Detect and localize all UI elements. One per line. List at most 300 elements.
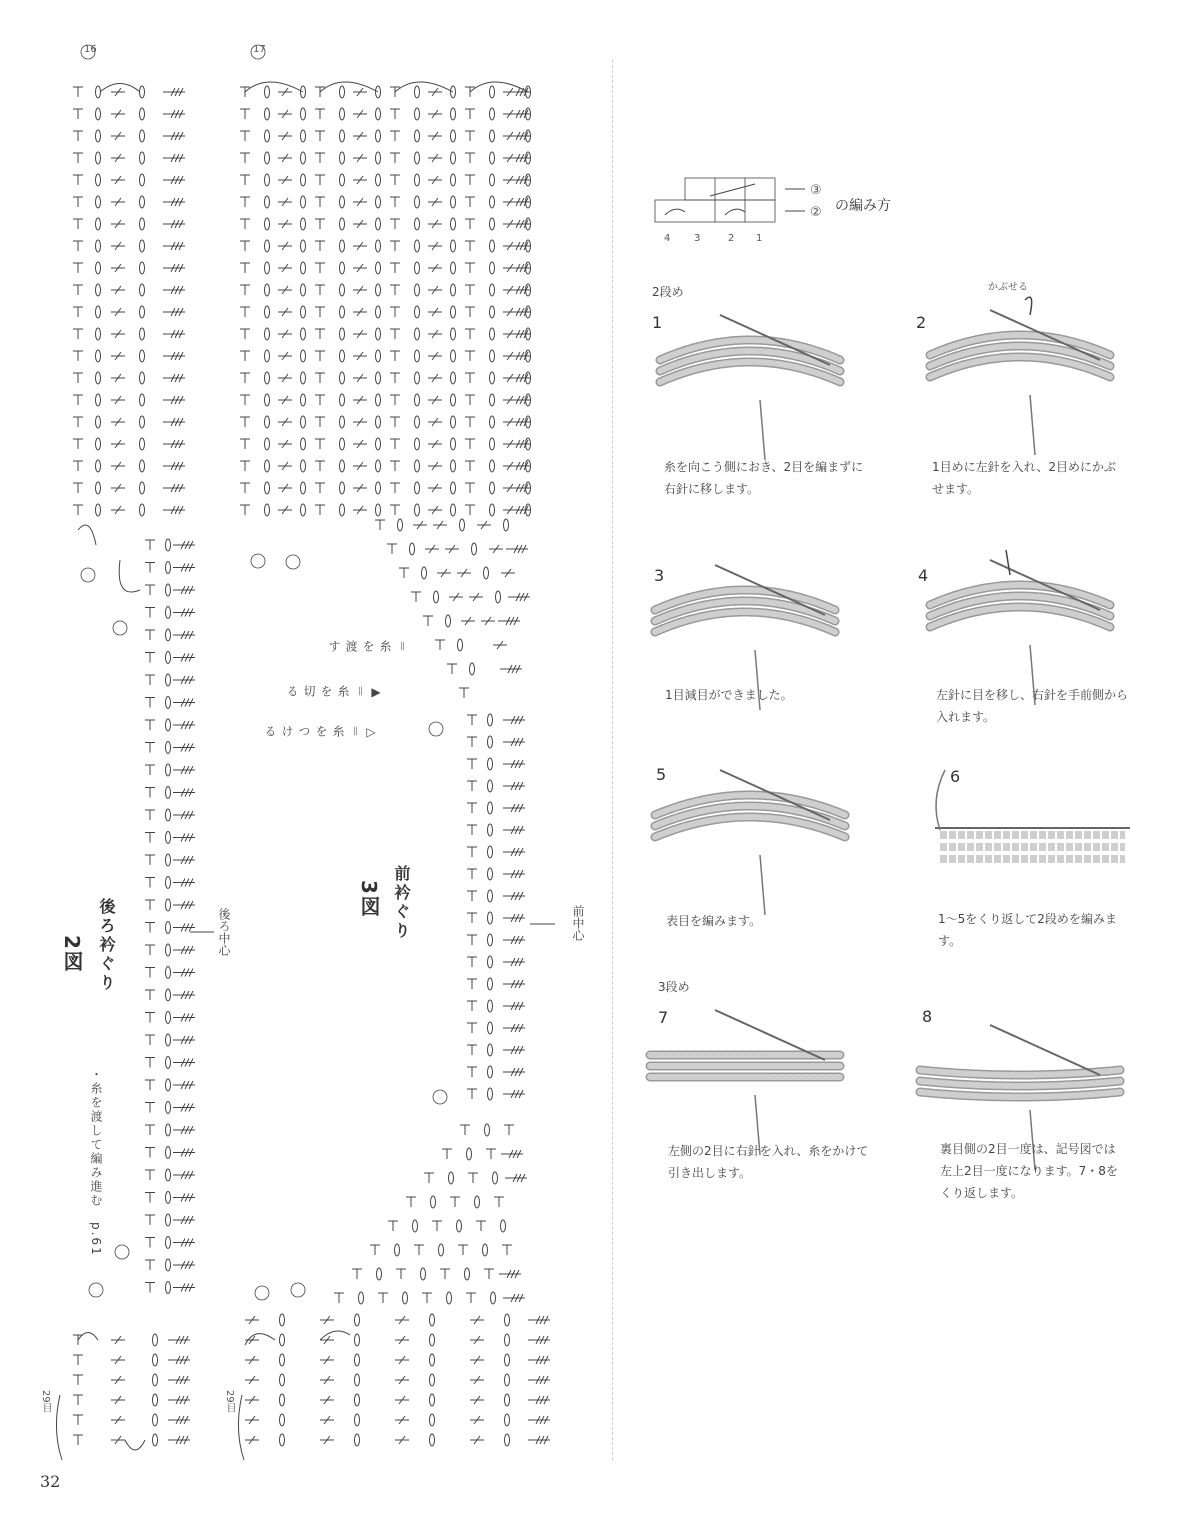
chain-stitch [422,567,427,579]
chain-stitch [488,758,493,770]
chain-stitch [140,350,145,362]
chain-stitch [140,108,145,120]
chain-stitch [280,1394,285,1406]
chain-stitch [415,394,420,406]
chain-stitch [340,460,345,472]
chain-stitch [340,504,345,516]
chain-stitch [490,482,495,494]
chain-stitch [140,152,145,164]
chain-stitch [166,1147,171,1159]
step-5-illustration [655,770,845,915]
chain-stitch [415,152,420,164]
chain-stitch [166,967,171,979]
chain-stitch [301,306,306,318]
chain-stitch [96,394,101,406]
chain-stitch [340,328,345,340]
chain-stitch [415,262,420,274]
chain-stitch [166,1259,171,1271]
chain-stitch [265,174,270,186]
chain-stitch [376,438,381,450]
chain-stitch [446,615,451,627]
symbol-row-3: ③ [810,183,822,198]
chain-stitch [96,306,101,318]
chain-stitch [488,714,493,726]
diagram3-row-top: 17 [253,44,266,55]
chain-stitch [140,482,145,494]
chain-stitch [403,1292,408,1304]
chain-stitch [496,591,501,603]
chain-stitch [96,504,101,516]
chain-stitch [451,218,456,230]
chain-stitch [451,262,456,274]
chain-stitch [96,240,101,252]
chain-stitch [415,504,420,516]
diagram3-subtitle: 前衿ぐり [392,865,411,941]
chain-stitch [398,519,403,531]
over-arrow [1025,297,1032,315]
chain-stitch [96,482,101,494]
step-4-number: 4 [918,566,929,585]
turn-arc [100,84,140,93]
chain-stitch [415,218,420,230]
chain-stitch [490,504,495,516]
purl-symbol [725,209,745,215]
diagram3-stitch-count: 29目 [224,1390,235,1413]
chain-stitch [483,1244,488,1256]
chain-stitch [490,394,495,406]
chain-stitch [340,262,345,274]
chain-stitch [96,350,101,362]
chain-stitch [490,108,495,120]
chain-stitch [376,394,381,406]
chain-stitch [340,482,345,494]
chain-stitch [340,438,345,450]
chain-stitch [488,780,493,792]
chain-stitch [153,1394,158,1406]
chain-stitch [413,1220,418,1232]
up-arrow [1006,550,1010,575]
turn-arc [395,82,453,92]
chain-stitch [265,262,270,274]
chain-stitch [166,809,171,821]
chain-stitch [490,284,495,296]
chain-stitch [280,1354,285,1366]
chain-stitch [451,196,456,208]
step-7-number: 7 [658,1008,669,1027]
grid-row-3 [685,178,775,200]
chain-stitch [505,1394,510,1406]
chain-stitch [488,1022,493,1034]
chain-stitch [451,372,456,384]
chain-stitch [415,306,420,318]
stitch-count-bracket [56,1395,62,1460]
diagram3-title: 3図 [357,880,381,918]
chain-stitch [340,130,345,142]
chain-stitch [140,306,145,318]
chain-stitch [458,639,463,651]
step-3-number: 3 [654,566,665,585]
chain-stitch [96,130,101,142]
chain-stitch [415,372,420,384]
chain-stitch [265,108,270,120]
symbol-col-2: 2 [728,233,735,244]
chain-stitch [265,284,270,296]
step-2-caption: 1目めに左針を入れ、2目めにかぶせます。 [932,460,1116,496]
chain-stitch [430,1354,435,1366]
chain-stitch [467,1148,472,1160]
chain-stitch [451,240,456,252]
chain-stitch [96,218,101,230]
chain-stitch [376,152,381,164]
chain-stitch [490,152,495,164]
chain-stitch [301,196,306,208]
turn-arc [78,1333,98,1341]
chain-stitch [415,328,420,340]
chain-stitch [166,1192,171,1204]
chain-stitch [490,416,495,428]
chain-stitch [166,674,171,686]
chain-stitch [475,1196,480,1208]
chain-stitch [166,562,171,574]
chain-stitch [484,567,489,579]
step-6-illustration [935,770,1130,859]
chain-stitch [301,152,306,164]
row-marker [113,621,127,635]
chain-stitch [153,1334,158,1346]
symbol-row-2: ② [810,205,822,220]
chain-stitch [493,1172,498,1184]
chain-stitch [96,196,101,208]
chain-stitch [377,1268,382,1280]
chain-stitch [451,130,456,142]
symbol-grid [655,178,805,222]
chain-stitch [505,1414,510,1426]
chain-stitch [490,306,495,318]
chain-stitch [490,328,495,340]
chain-stitch [301,130,306,142]
chain-stitch [265,504,270,516]
chain-stitch [140,130,145,142]
chain-stitch [265,394,270,406]
chain-stitch [301,328,306,340]
chain-stitch [376,372,381,384]
chain-stitch [410,543,415,555]
chain-stitch [490,372,495,384]
chain-stitch [166,1237,171,1249]
chain-stitch [415,108,420,120]
chain-stitch [166,1282,171,1294]
step-4-caption: 左針に目を移し、右針を手前側から入れます。 [936,688,1129,724]
chain-stitch [96,284,101,296]
step-8-number: 8 [922,1007,933,1026]
chain-stitch [451,108,456,120]
legend-attach: ▷＝糸をつける [263,725,378,741]
chain-stitch [430,1394,435,1406]
chain-stitch [301,482,306,494]
carry-arc [119,560,140,592]
chain-stitch [96,152,101,164]
chain-stitch [340,240,345,252]
chain-stitch [140,284,145,296]
chain-stitch [340,218,345,230]
chain-stitch [430,1334,435,1346]
step-5-number: 5 [656,765,667,784]
chain-stitch [265,438,270,450]
chain-stitch [488,956,493,968]
chain-stitch [451,460,456,472]
chain-stitch [140,218,145,230]
chain-stitch [265,196,270,208]
symbol-col-1: 1 [756,233,763,244]
chain-stitch [301,240,306,252]
chain-stitch [415,416,420,428]
chain-stitch [451,394,456,406]
chain-stitch [265,218,270,230]
chain-stitch [376,504,381,516]
chain-stitch [415,196,420,208]
chain-stitch [449,1172,454,1184]
yarn-strand [760,400,765,460]
chain-stitch [96,108,101,120]
decrease-symbol [710,184,755,196]
chain-stitch [470,663,475,675]
chain-stitch [376,350,381,362]
chain-stitch [166,629,171,641]
step-7-illustration [650,1010,840,1155]
chain-stitch [265,328,270,340]
chain-stitch [505,1434,510,1446]
chain-stitch [472,543,477,555]
step-3-caption: 1目減目ができました。 [665,688,793,702]
chain-stitch [140,394,145,406]
chain-stitch [140,504,145,516]
chain-stitch [488,736,493,748]
chain-stitch [340,86,345,98]
chain-stitch [355,1354,360,1366]
chain-stitch [166,1057,171,1069]
chain-stitch [153,1374,158,1386]
chain-stitch [265,240,270,252]
chain-stitch [376,174,381,186]
page-number: 32 [40,1472,61,1491]
step-2-illustration [930,310,1110,455]
chain-stitch [340,394,345,406]
legend-cut: ▶＝糸を切る [285,685,383,701]
step-7-caption: 左側の2目に右針を入れ、糸をかけて引き出します。 [668,1144,869,1180]
chain-stitch [301,438,306,450]
symbol-how-to-label: の編み方 [835,198,891,214]
chain-stitch [430,1414,435,1426]
row-marker [291,1283,305,1297]
row-marker [433,1090,447,1104]
chain-stitch [355,1394,360,1406]
step-8-caption: 裏目側の2目一度は、記号図では左上2目一度になります。7・8をくり返します。 [940,1142,1118,1200]
chain-stitch [447,1292,452,1304]
chain-stitch [451,152,456,164]
chain-stitch [301,218,306,230]
step-1-caption: 糸を向こう側におき、2目を編まずに右針に移します。 [664,460,864,496]
chain-stitch [415,130,420,142]
chain-stitch [166,877,171,889]
row-marker [89,1283,103,1297]
chain-stitch [301,108,306,120]
chain-stitch [96,262,101,274]
diagram2-title: 2図 [60,935,84,973]
diagram2-subtitle: 後ろ衿ぐり [97,898,116,993]
chain-stitch [340,350,345,362]
chain-stitch [166,854,171,866]
chain-stitch [340,372,345,384]
chain-stitch [505,1314,510,1326]
chain-stitch [166,944,171,956]
chain-stitch [140,240,145,252]
chain-stitch [166,719,171,731]
diagram3-center-label: 前中心 [571,905,585,941]
chain-stitch [488,868,493,880]
needle [990,1025,1100,1075]
chain-stitch [280,1414,285,1426]
chain-stitch [280,1374,285,1386]
chain-stitch [434,591,439,603]
chain-stitch [488,846,493,858]
chain-stitch [415,482,420,494]
chain-stitch [415,284,420,296]
chain-stitch [166,1214,171,1226]
chain-stitch [355,1414,360,1426]
chain-stitch [359,1292,364,1304]
chain-stitch [153,1414,158,1426]
chain-stitch [457,1220,462,1232]
diagram2-row-top: 16 [84,44,97,55]
chain-stitch [355,1314,360,1326]
chain-stitch [96,86,101,98]
chain-stitch [451,350,456,362]
chain-stitch [501,1220,506,1232]
row-marker [251,554,265,568]
chain-stitch [485,1124,490,1136]
purl-symbol [665,209,685,215]
chain-stitch [451,284,456,296]
chain-stitch [340,416,345,428]
chain-stitch [96,328,101,340]
turn-arc [125,1440,145,1450]
chain-stitch [395,1244,400,1256]
chain-stitch [340,108,345,120]
chain-stitch [340,174,345,186]
chain-stitch [166,539,171,551]
chain-stitch [490,350,495,362]
chain-stitch [415,350,420,362]
chain-stitch [376,284,381,296]
chain-stitch [265,372,270,384]
chain-stitch [96,416,101,428]
chain-stitch [301,504,306,516]
chain-stitch [166,1012,171,1024]
chain-stitch [340,196,345,208]
chain-stitch [451,438,456,450]
row-marker [286,555,300,569]
turn-arc [245,82,303,92]
yarn-strand [760,855,765,915]
chain-stitch [490,240,495,252]
chain-stitch [153,1354,158,1366]
chain-stitch [140,372,145,384]
chain-stitch [301,416,306,428]
chain-stitch [460,519,465,531]
row-marker [81,568,95,582]
step-6-number: 6 [950,767,961,786]
chain-stitch [376,262,381,274]
chain-stitch [451,306,456,318]
turn-arc [320,1331,350,1340]
step-1-illustration [660,315,840,460]
diagram3-chart [238,45,555,1460]
chain-stitch [301,460,306,472]
diagram2-stitch-count: 29目 [40,1390,51,1413]
row-marker [115,1245,129,1259]
chain-stitch [490,86,495,98]
chain-stitch [490,262,495,274]
chain-stitch [490,218,495,230]
chain-stitch [505,1354,510,1366]
chain-stitch [265,416,270,428]
yarn-strand [1030,395,1035,455]
chain-stitch [166,1124,171,1136]
chain-stitch [488,1088,493,1100]
chain-stitch [96,438,101,450]
chain-stitch [153,1434,158,1446]
chain-stitch [491,1292,496,1304]
chain-stitch [265,86,270,98]
chain-stitch [488,1044,493,1056]
symbol-col-4: 4 [664,233,671,244]
chain-stitch [340,152,345,164]
chain-stitch [301,350,306,362]
chain-stitch [166,989,171,1001]
chain-stitch [488,1066,493,1078]
chain-stitch [451,504,456,516]
diagram2-center-label: 後ろ中心 [217,908,231,956]
chain-stitch [415,460,420,472]
chain-stitch [166,1079,171,1091]
chain-stitch [504,519,509,531]
chain-stitch [431,1196,436,1208]
chain-stitch [166,742,171,754]
chain-stitch [465,1268,470,1280]
chain-stitch [166,764,171,776]
chain-stitch [488,890,493,902]
chain-stitch [166,1169,171,1181]
chain-stitch [451,482,456,494]
chain-stitch [166,697,171,709]
chain-stitch [301,394,306,406]
chain-stitch [301,174,306,186]
chain-stitch [490,130,495,142]
chain-stitch [488,978,493,990]
step-5-caption: 表目を編みます。 [666,914,762,928]
chain-stitch [355,1374,360,1386]
section-row3: 3段め [658,980,690,994]
chain-stitch [376,218,381,230]
chain-stitch [301,284,306,296]
chain-stitch [166,922,171,934]
chain-stitch [430,1434,435,1446]
chain-stitch [430,1374,435,1386]
chain-stitch [376,196,381,208]
chain-stitch [280,1334,285,1346]
step-illustrations [610,0,1180,1518]
chain-stitch [166,584,171,596]
